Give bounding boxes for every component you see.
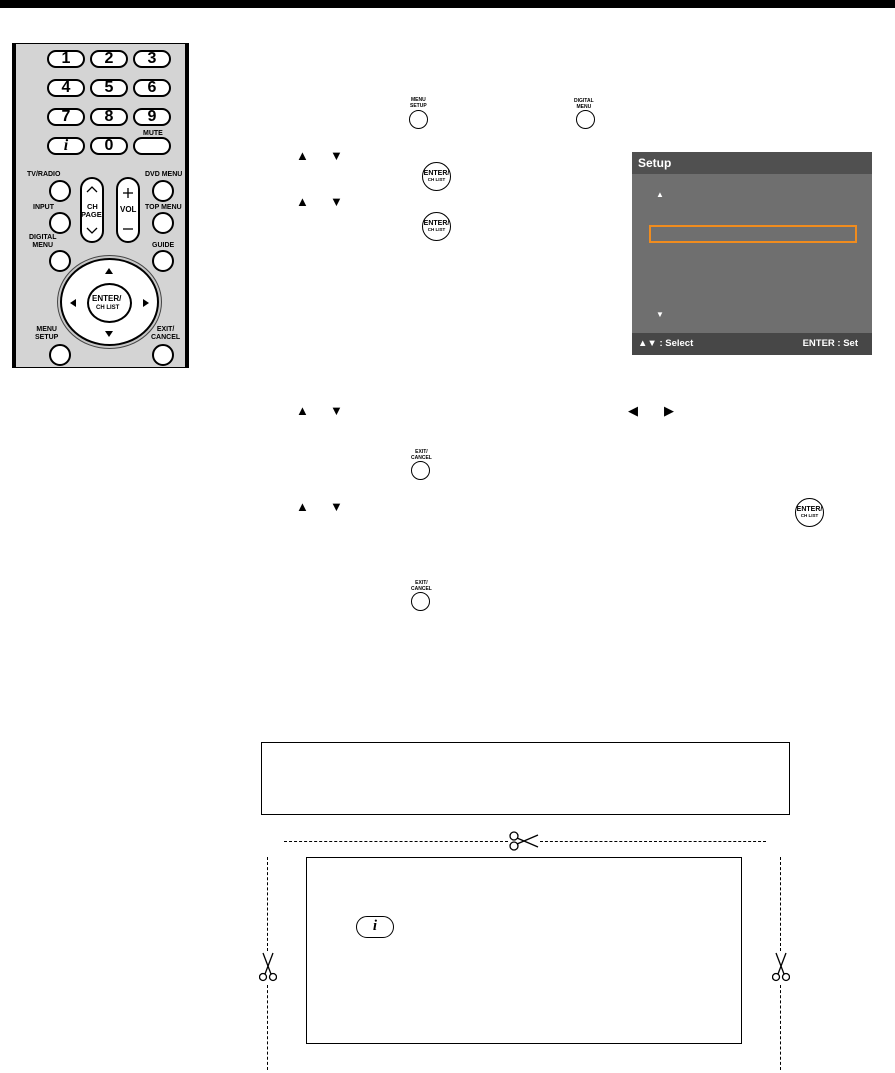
up-arrow-icon: ▲	[296, 194, 309, 209]
inline-ch-list-label: CH LIST	[427, 177, 446, 182]
inline-menu-setup-button	[409, 110, 428, 129]
scroll-up-icon: ▲	[656, 190, 664, 199]
cut-line-left-bottom	[267, 985, 268, 1070]
exit-cancel-button[interactable]	[152, 344, 174, 366]
number-key-8[interactable]: 8	[90, 108, 128, 126]
number-key-4[interactable]: 4	[47, 79, 85, 97]
ch-list-label: CH LIST	[96, 305, 120, 311]
setup-menu-title: Setup	[632, 152, 872, 174]
setup-menu-footer	[632, 333, 872, 355]
tv-radio-button[interactable]	[49, 180, 71, 202]
page-label: PAGE	[81, 210, 102, 219]
footer-select-hint: ▲▼ : Select	[638, 338, 694, 349]
scissors-icon	[259, 952, 277, 982]
remote-right-rail	[185, 44, 188, 367]
cut-line-top-right	[540, 841, 766, 842]
down-arrow-icon: ▼	[330, 194, 343, 209]
vol-label: VOL	[120, 205, 137, 214]
guide-label: GUIDE	[152, 242, 175, 249]
remote-control-illustration	[12, 43, 189, 368]
digital-menu-label: DIGITAL MENU	[29, 234, 57, 249]
dvd-menu-label: DVD MENU	[145, 171, 183, 178]
down-arrow-icon: ▼	[330, 148, 343, 163]
inline-exit-cancel-button	[411, 592, 430, 611]
number-key-6[interactable]: 6	[133, 79, 171, 97]
inline-enter-label: ENTER/	[423, 170, 450, 177]
dvd-menu-button[interactable]	[152, 180, 174, 202]
footer-set-hint: ENTER : Set	[802, 338, 858, 349]
inline-enter-button	[795, 498, 824, 527]
number-key-1[interactable]: 1	[47, 50, 85, 68]
inline-enter-label: ENTER/	[423, 220, 450, 227]
right-arrow-icon: ▶	[664, 403, 674, 418]
setup-menu-screen	[632, 152, 872, 355]
enter-label: ENTER/	[92, 294, 122, 303]
cut-line-top-left	[284, 841, 508, 842]
inline-menu-setup-label: MENU SETUP	[410, 97, 427, 109]
input-button[interactable]	[49, 212, 71, 234]
inline-exit-cancel-label: EXIT/ CANCEL	[411, 449, 432, 461]
exit-cancel-label: EXIT/ CANCEL	[151, 326, 181, 341]
cut-line-right-bottom	[780, 985, 781, 1070]
remote-left-rail	[13, 44, 16, 367]
channel-page-rocker[interactable]	[80, 177, 104, 243]
up-arrow-icon: ▲	[296, 403, 309, 418]
top-menu-label: TOP MENU	[145, 204, 182, 211]
inline-enter-label: ENTER/	[796, 506, 823, 513]
info-button-icon: i	[356, 916, 394, 938]
mute-label: MUTE	[143, 130, 163, 137]
inline-exit-cancel-label: EXIT/ CANCEL	[411, 580, 432, 592]
scissors-icon	[772, 952, 790, 982]
cut-line-left-top	[267, 857, 268, 951]
top-menu-button[interactable]	[152, 212, 174, 234]
info-key[interactable]: i	[47, 137, 85, 155]
up-arrow-icon: ▲	[296, 148, 309, 163]
inline-enter-button	[422, 212, 451, 241]
inline-exit-cancel-button	[411, 461, 430, 480]
volume-rocker[interactable]	[116, 177, 140, 243]
inline-ch-list-label: CH LIST	[800, 513, 819, 518]
down-arrow-icon: ▼	[330, 499, 343, 514]
number-key-2[interactable]: 2	[90, 50, 128, 68]
setup-menu-highlight	[649, 225, 857, 243]
ch-label: CH	[87, 202, 98, 211]
inline-digital-menu-label: DIGITAL MENU	[574, 98, 594, 110]
scissors-icon	[508, 831, 540, 851]
number-key-5[interactable]: 5	[90, 79, 128, 97]
inline-ch-list-label: CH LIST	[427, 227, 446, 232]
number-key-3[interactable]: 3	[133, 50, 171, 68]
inline-digital-menu-button	[576, 110, 595, 129]
up-arrow-icon: ▲	[296, 499, 309, 514]
number-key-9[interactable]: 9	[133, 108, 171, 126]
tv-radio-label: TV/RADIO	[27, 171, 61, 178]
left-arrow-icon: ◀	[628, 403, 638, 418]
mute-button[interactable]	[133, 137, 171, 155]
down-arrow-icon: ▼	[330, 403, 343, 418]
scroll-down-icon: ▼	[656, 310, 664, 319]
cut-line-right-top	[780, 857, 781, 951]
menu-setup-button[interactable]	[49, 344, 71, 366]
note-box	[261, 742, 790, 815]
input-label: INPUT	[33, 204, 54, 211]
enter-ch-list-button[interactable]	[87, 283, 132, 323]
menu-setup-label: MENU SETUP	[35, 326, 59, 341]
number-key-7[interactable]: 7	[47, 108, 85, 126]
page-top-rule	[0, 0, 895, 8]
inline-enter-button	[422, 162, 451, 191]
cut-out-card	[306, 857, 742, 1044]
number-key-0[interactable]: 0	[90, 137, 128, 155]
